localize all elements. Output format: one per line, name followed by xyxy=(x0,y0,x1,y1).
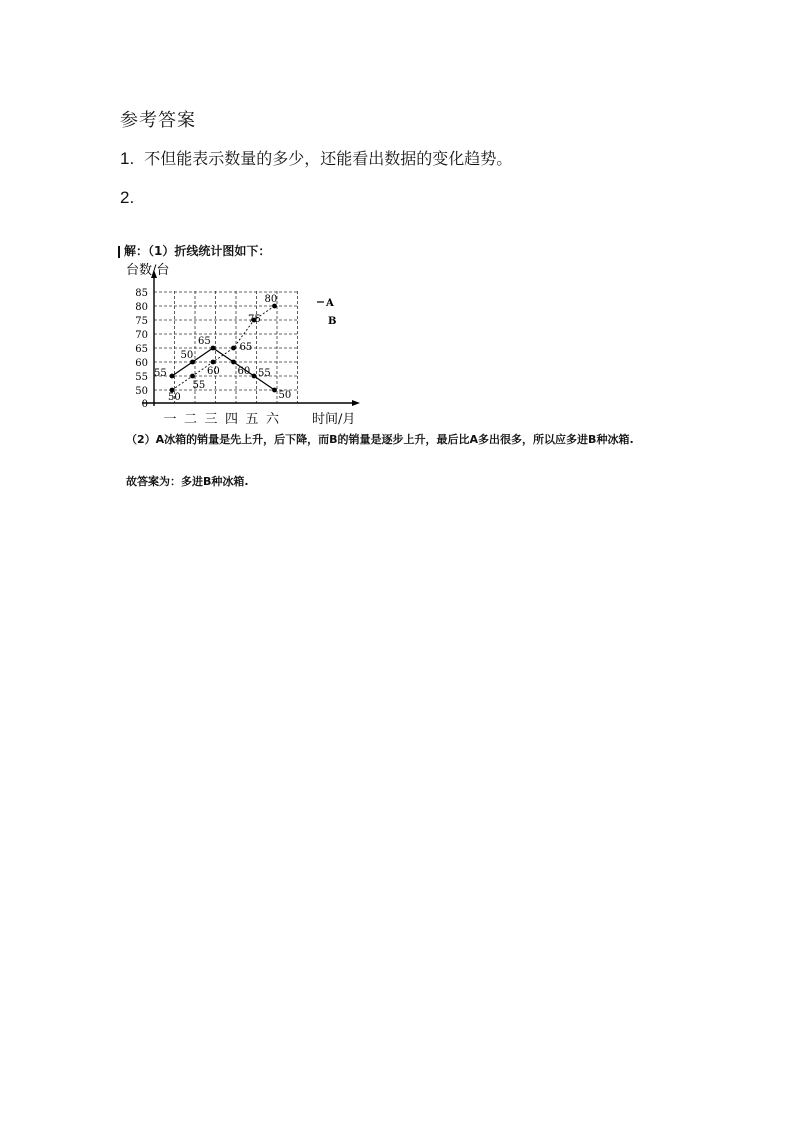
answer-2-number: 2. xyxy=(120,188,135,207)
data-label-B: 50 xyxy=(168,392,181,403)
legend-label-B: B xyxy=(328,316,337,327)
data-label-B: 65 xyxy=(239,342,253,353)
y-tick-label: 70 xyxy=(135,330,148,341)
data-label-B: 55 xyxy=(192,380,206,391)
y-tick-label: 0 xyxy=(141,399,148,410)
y-tick-label: 75 xyxy=(135,316,148,327)
x-tick-label: 一 xyxy=(163,412,177,427)
x-tick-label: 二 xyxy=(183,412,198,427)
y-tick-label: 65 xyxy=(135,344,148,355)
x-tick-label: 五 xyxy=(245,412,259,427)
x-axis-arrow xyxy=(352,400,360,406)
answer-1-text: 不但能表示数量的多少，还能看出数据的变化趋势。 xyxy=(144,149,513,168)
line-chart xyxy=(112,258,372,430)
data-point-A xyxy=(170,374,175,379)
solution-title xyxy=(118,242,270,259)
data-label-A: 65 xyxy=(198,336,211,347)
data-label-B: 60 xyxy=(207,366,220,377)
line-chart-svg xyxy=(112,258,372,430)
y-tick-label: 60 xyxy=(135,358,148,369)
data-point-B xyxy=(190,374,195,379)
data-label-A: 60 xyxy=(237,366,251,377)
data-label-B: 80 xyxy=(264,294,278,305)
data-point-A xyxy=(211,346,216,351)
x-axis-label: 时间/月 xyxy=(312,412,356,427)
x-tick-label: 六 xyxy=(265,412,280,427)
y-tick-label: 50 xyxy=(135,386,148,397)
legend-label-A: A xyxy=(326,298,334,309)
data-label-A: 55 xyxy=(154,368,167,379)
data-point-B xyxy=(211,360,216,365)
answer-1-number: 1. xyxy=(120,149,135,168)
data-label-B: 75 xyxy=(248,314,261,325)
data-label-A: 55 xyxy=(258,368,271,379)
x-tick-label: 四 xyxy=(224,412,239,427)
explanation-paragraph: （2）A冰箱的销量是先上升，后下降，而B的销量是逐步上升，最后比A多出很多，所以应多进B种冰箱. xyxy=(126,433,634,446)
data-point-A xyxy=(272,388,277,393)
conclusion-text: 故答案为：多进B种冰箱. xyxy=(126,475,249,488)
y-tick-label: 80 xyxy=(135,302,148,313)
data-point-A xyxy=(231,360,236,365)
left-marker xyxy=(118,246,120,258)
y-tick-label: 85 xyxy=(135,288,148,299)
answer-1 xyxy=(120,146,512,169)
page-heading: 参考答案 xyxy=(120,110,196,131)
data-label-A: 50 xyxy=(180,350,194,361)
y-tick-label: 55 xyxy=(135,372,148,383)
data-point-B xyxy=(231,346,236,351)
solution-title-text: 解：（1）折线统计图如下： xyxy=(124,244,271,258)
y-axis-label: 台数/台 xyxy=(126,263,170,278)
data-label-A: 50 xyxy=(278,390,292,401)
data-point-A xyxy=(252,374,257,379)
x-tick-label: 三 xyxy=(204,412,218,427)
